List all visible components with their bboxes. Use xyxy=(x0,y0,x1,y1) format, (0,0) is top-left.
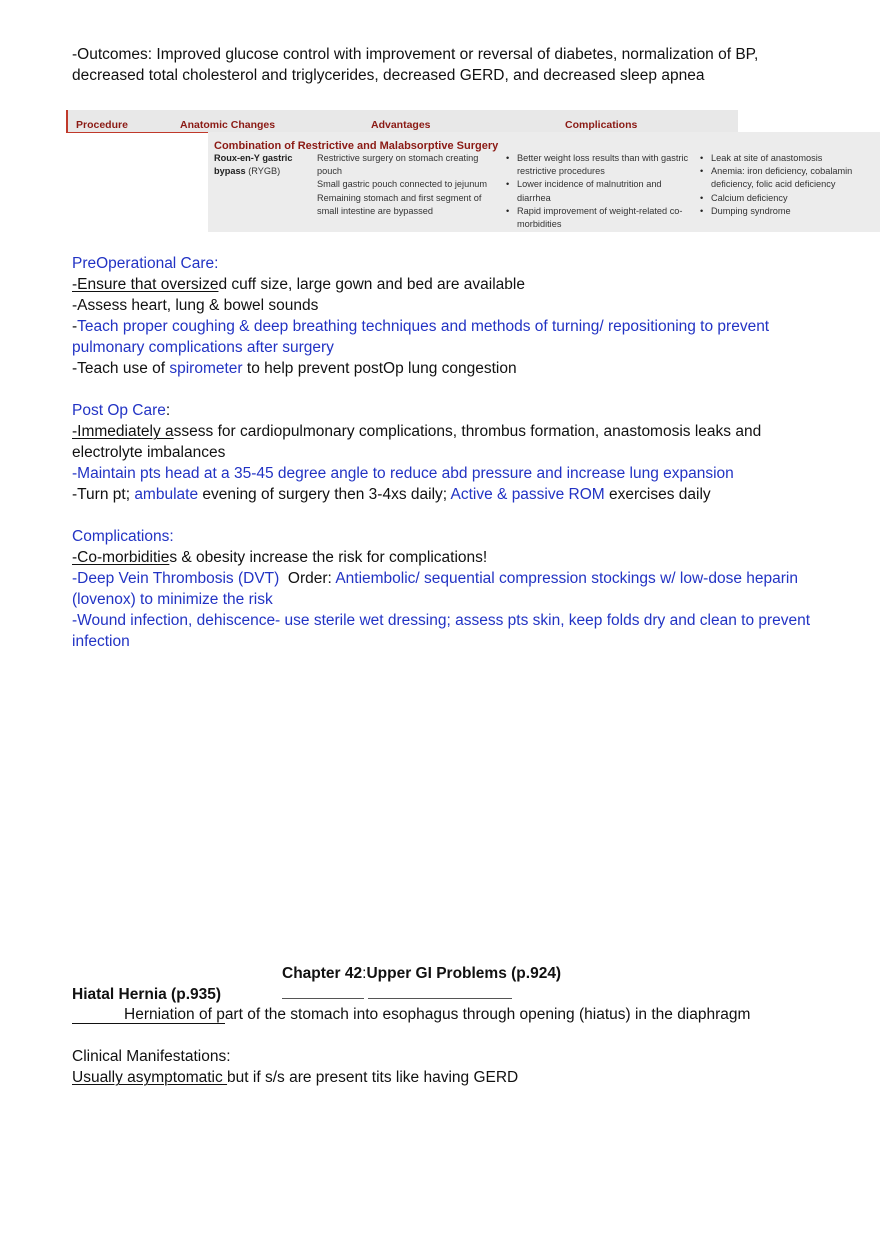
table-header-advantages: Advantages xyxy=(371,119,431,131)
outcomes-block xyxy=(72,44,802,86)
postop-line-1-underlined: -Immediately a xyxy=(72,423,174,440)
advantage-item: • Lower incidence of malnutrition and diarrhea xyxy=(506,178,691,204)
preop-line-4-a: -Teach use of xyxy=(72,360,170,377)
hiatal-hernia-title: Hiatal Hernia (p.935) xyxy=(72,986,222,1003)
complication-item: • Calcium deficiency xyxy=(700,192,876,205)
order-label: Order: xyxy=(279,570,336,587)
preop-line-1 xyxy=(72,274,832,295)
complications-line-3: -Wound infection, dehiscence- use sterile wet dressing; assess pts skin, keep folds dry and clean to prevent infection xyxy=(72,612,811,650)
postop-line-1 xyxy=(72,421,832,463)
postop-line-3-e: exercises daily xyxy=(604,486,711,503)
outcomes-text: -Outcomes: Improved glucose control with improvement or reversal of diabetes, normalization of BP, decreased total cholesterol and triglycerides, decreased GERD, and decreased sleep apnea xyxy=(72,46,759,84)
table-header-procedure: Procedure xyxy=(76,119,128,131)
preop-title-colon: : xyxy=(214,255,219,272)
chapter-name: Upper GI Problems (p.924) xyxy=(366,965,562,982)
preop-title xyxy=(72,253,832,274)
postop-line-3-a: -Turn pt; xyxy=(72,486,135,503)
postop-title xyxy=(72,400,832,421)
hernia-definition-rest: art of the stomach into esophagus through opening (hiatus) in the diaphragm xyxy=(224,1006,751,1023)
complications-line-1-underlined: -Co-morbiditie xyxy=(72,549,170,566)
anatomic-item: Remaining stomach and first segment of small intestine are bypassed xyxy=(317,192,482,216)
cm-rest: but if s/s are present tits like having GERD xyxy=(227,1069,519,1086)
complications-line-1-rest: s & obesity increase the risk for complications! xyxy=(169,549,488,566)
complications-line-1 xyxy=(72,547,832,568)
blank-line-2 xyxy=(368,998,512,999)
postop-title-colon: : xyxy=(165,402,171,419)
preop-line-3 xyxy=(72,316,832,358)
dvt-order-text: Antiembolic/ sequential compression stockings w/ low-dose heparin (lovenox) to minimize the risk xyxy=(72,570,798,608)
hernia-definition xyxy=(72,1004,832,1025)
complication-item: • Anemia: iron deficiency, cobalamin deficiency, folic acid deficiency xyxy=(700,165,876,191)
clinical-manifestations-line xyxy=(72,1067,832,1088)
complications-line-2 xyxy=(72,568,832,610)
preop-line-4-c: to help prevent postOp lung congestion xyxy=(242,360,517,377)
postop-line-3-c: evening of surgery then 3-4xs daily; xyxy=(198,486,451,503)
table-anatomic-cell xyxy=(317,152,499,218)
advantage-item: • Better weight loss results than with gastric restrictive procedures xyxy=(506,152,691,178)
chapter-title xyxy=(282,963,561,984)
table-complications-cell xyxy=(700,152,876,218)
postop-line-1-rest: ssess for cardiopulmonary complications, thrombus formation, anastomosis leaks and electrolyte imbalances xyxy=(72,423,762,461)
table-subtitle: Combination of Restrictive and Malabsorptive Surgery xyxy=(214,140,499,152)
blank-line-1 xyxy=(282,998,364,999)
anatomic-item: Small gastric pouch connected to jejunum xyxy=(317,179,488,190)
table-header-row xyxy=(66,110,738,133)
preop-line-3-text: Teach proper coughing & deep breathing techniques and methods of turning/ repositioning to prevent pulmonary complications after surgery xyxy=(72,318,770,356)
table-body xyxy=(208,132,880,232)
postop-title-text: Post Op Care xyxy=(72,402,166,419)
preop-section xyxy=(72,253,832,652)
complication-item: • Dumping syndrome xyxy=(700,205,876,218)
ambulate-text: ambulate xyxy=(134,486,199,503)
clinical-manifestations-title: Clinical Manifestations: xyxy=(72,1048,231,1065)
hernia-definition-underlined: Herniation of p xyxy=(72,1006,225,1024)
preop-line-3-dash: - xyxy=(72,318,78,335)
chapter-number: Chapter 42 xyxy=(282,965,363,982)
table-advantages-cell xyxy=(506,152,691,231)
preop-line-2: -Assess heart, lung & bowel sounds xyxy=(72,297,319,314)
chapter-colon: : xyxy=(362,965,367,982)
preop-line-1-underlined: -Ensure that oversize xyxy=(72,276,219,293)
hernia-section xyxy=(72,1004,832,1088)
preop-line-4 xyxy=(72,358,832,379)
advantage-item: • Rapid improvement of weight-related co-morbidities xyxy=(506,205,691,231)
complications-title: Complications: xyxy=(72,528,174,545)
procedure-abbr: (RYGB) xyxy=(248,166,281,177)
table-header-complications: Complications xyxy=(565,119,638,131)
postop-line-2: -Maintain pts head at a 35-45 degree angle to reduce abd pressure and increase lung expansion xyxy=(72,465,734,482)
preop-title-text: PreOperational Care xyxy=(72,255,215,272)
table-procedure-cell xyxy=(214,152,314,178)
surgery-table xyxy=(66,110,880,232)
preop-line-1-rest: d cuff size, large gown and bed are available xyxy=(218,276,525,293)
rom-text: Active & passive ROM xyxy=(450,486,605,503)
table-header-anatomic: Anatomic Changes xyxy=(180,119,276,131)
complication-item: • Leak at site of anastomosis xyxy=(700,152,876,165)
cm-underlined: Usually asymptomatic xyxy=(72,1069,228,1086)
procedure-name: Roux-en-Y gastric bypass xyxy=(214,153,293,177)
anatomic-item: Restrictive surgery on stomach creating pouch xyxy=(317,153,479,177)
postop-line-3 xyxy=(72,484,832,505)
dvt-text: -Deep Vein Thrombosis (DVT) xyxy=(72,570,280,587)
spirometer-text: spirometer xyxy=(169,360,243,377)
